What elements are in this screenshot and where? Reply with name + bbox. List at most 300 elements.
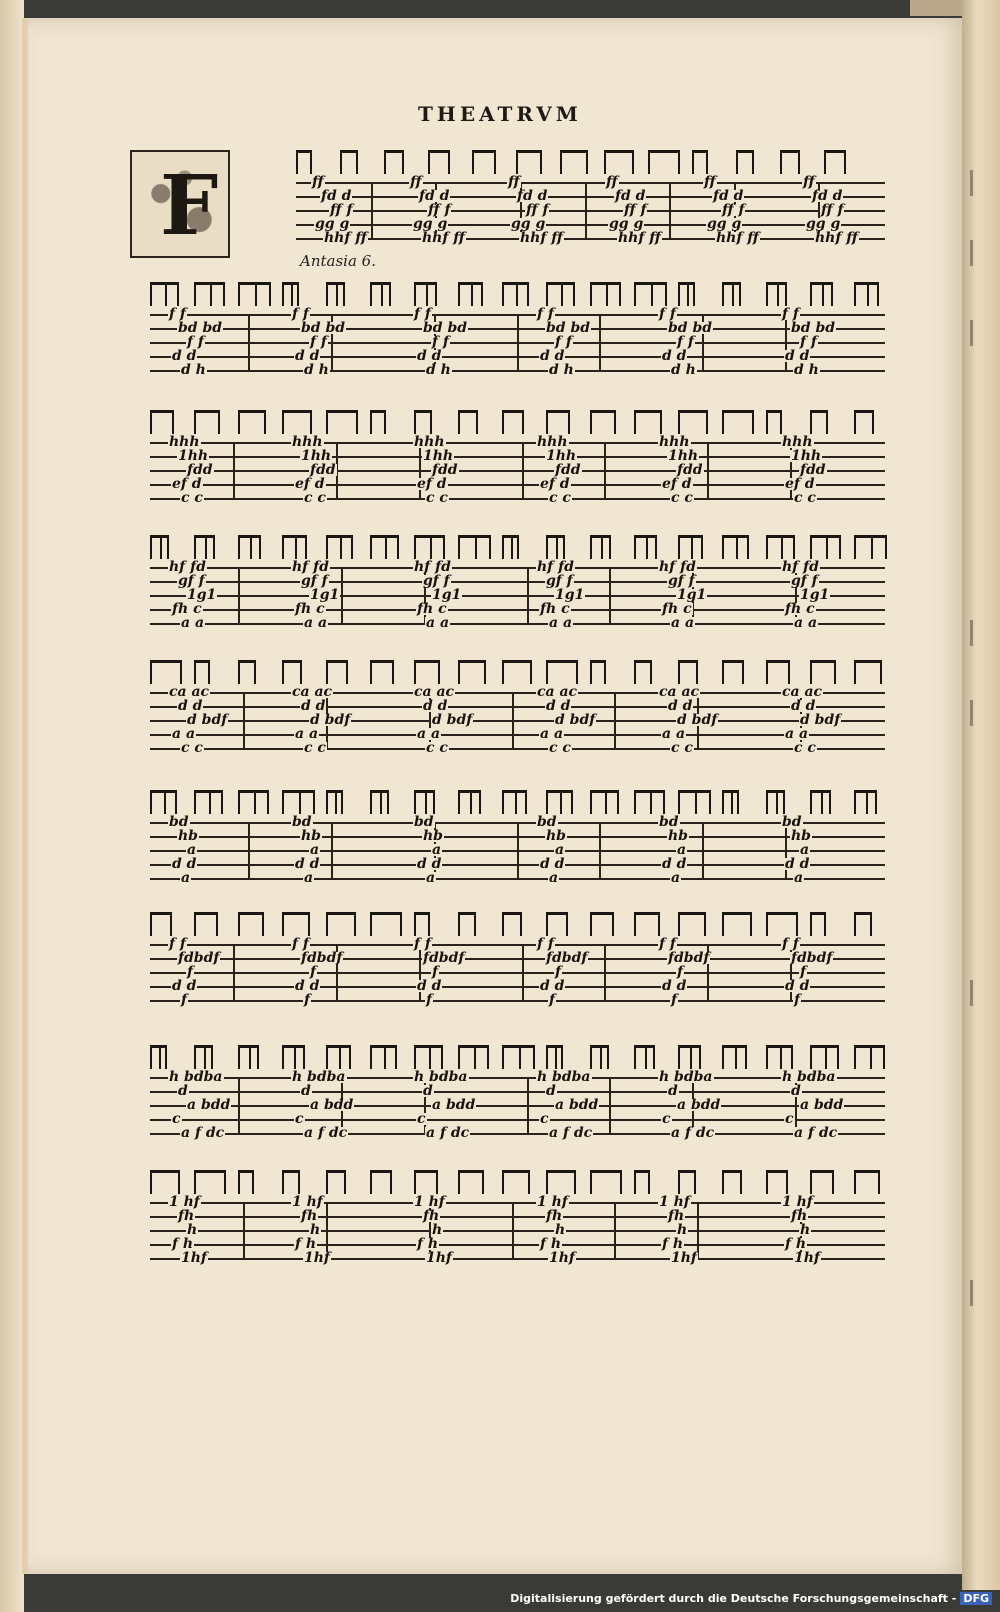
rhythm-flag [150,410,174,437]
tab-letter: gg g [806,216,841,232]
tab-letter: hhf ff [324,230,367,246]
tab-letter: a [677,842,687,858]
tab-letter: d [668,1083,678,1099]
tablature-system [150,660,885,770]
rhythm-flag [590,282,621,309]
tab-letter: f f [782,936,799,952]
rhythm-flag [238,535,261,562]
barline [233,944,235,1002]
tab-letter: f f [169,936,186,952]
tab-letter: d bdf [432,712,473,728]
tab-letter: ef d [540,476,570,492]
rhythm-flag [370,1045,397,1072]
rhythm-flag [238,1170,254,1197]
tab-letter: a f dc [549,1125,593,1141]
tab-letter: d h [671,362,696,378]
tab-letter: d d [540,856,565,872]
rhythm-flag [194,282,225,309]
rhythm-flag [634,660,652,687]
rhythm-flag [766,535,795,562]
staff-line [150,1216,885,1218]
rhythm-signs [150,410,885,438]
tab-letter: c c [671,740,693,756]
tab-letter: a a [426,615,450,631]
tablature-staff [150,684,885,756]
rhythm-signs [296,150,885,178]
rhythm-flag [502,535,519,562]
tab-letter: 1g1 [432,587,462,603]
rhythm-flag [692,150,708,177]
tab-letter: hhf ff [422,230,465,246]
tab-letter: 1hh [301,448,332,464]
tablature-system [150,410,885,520]
rhythm-flag [150,790,177,817]
rhythm-flag [326,790,343,817]
tab-letter: 1g1 [677,587,707,603]
rhythm-flag [722,1170,742,1197]
tab-letter: d h [549,362,574,378]
rhythm-flag [546,410,570,437]
tab-letter: fdd [310,462,336,478]
tab-letter: d d [785,856,810,872]
rhythm-flag [282,535,307,562]
tab-letter: f [671,992,678,1008]
tab-letter: ca ac [782,684,823,700]
tab-letter: d [178,1083,188,1099]
rhythm-flag [150,1045,167,1072]
barline [599,314,601,372]
rhythm-flag [590,790,619,817]
tab-letter: hb [668,828,688,844]
tab-letter: gg g [707,216,742,232]
tab-letter: d bdf [310,712,351,728]
tablature-staff [150,814,885,886]
decorated-initial [130,150,230,258]
bleed-mark [970,620,995,646]
tab-letter: gf f [178,573,205,589]
rhythm-flag [810,912,826,939]
rhythm-flag [150,1170,180,1197]
tab-letter: fd d [419,188,450,204]
rhythm-flag [516,150,542,177]
rhythm-flag [560,150,588,177]
rhythm-flag [458,410,478,437]
tab-letter: d d [178,698,203,714]
tab-letter: fh [423,1208,440,1224]
rhythm-flag [472,150,496,177]
staff-line [150,1230,885,1232]
tab-letter: ef d [662,476,692,492]
rhythm-flag [678,1045,701,1072]
rhythm-flag [502,410,524,437]
staff-line [150,498,885,500]
tab-letter: gg g [609,216,644,232]
tab-letter: gf f [423,573,450,589]
tab-letter: a bdd [677,1097,721,1113]
rhythm-flag [414,410,432,437]
staff-line [150,944,885,946]
rhythm-flag [854,660,882,687]
tab-letter: ff [508,174,520,190]
rhythm-flag [854,790,877,817]
tab-letter: hhh [782,434,813,450]
tab-letter: fdbdf [791,950,833,966]
tab-letter: gf f [668,573,695,589]
barline [238,1077,240,1135]
dfg-logo: DFG [960,1592,992,1605]
tab-letter: f f [414,936,431,952]
barline [517,822,519,880]
rhythm-flag [678,790,711,817]
rhythm-flag [810,790,831,817]
tablature-system [150,282,885,392]
staff-line [150,1133,885,1135]
rhythm-flag [282,1170,300,1197]
tab-letter: gf f [791,573,818,589]
tab-letter: 1hh [423,448,454,464]
tab-letter: d d [295,348,320,364]
staff-line [150,470,885,472]
tab-letter: fh [301,1208,318,1224]
tab-letter: a f dc [671,1125,715,1141]
tab-letter: bd bd [178,320,223,336]
tab-letter: 1 hf [414,1194,445,1210]
tab-letter: hhf ff [716,230,759,246]
tab-letter: d [301,1083,311,1099]
rhythm-flag [810,660,836,687]
tab-letter: f f [310,334,327,350]
tab-letter: bd [414,814,434,830]
rhythm-flag [414,790,435,817]
tab-letter: c c [549,490,571,506]
tab-letter: c [172,1111,181,1127]
rhythm-flag [678,282,695,309]
tablature-staff [296,174,885,246]
tab-letter: a a [181,615,205,631]
tab-letter: f f [555,334,572,350]
tab-letter: f [304,992,311,1008]
rhythm-flag [326,912,356,939]
tablature-staff [150,936,885,1008]
tab-letter: d d [417,856,442,872]
rhythm-flag [370,410,386,437]
tab-letter: a [555,842,565,858]
tab-letter: 1hf [181,1250,207,1266]
rhythm-flag [590,410,616,437]
staff-line [150,1000,885,1002]
tab-letter: ff [410,174,422,190]
tab-letter: a f dc [426,1125,470,1141]
tab-letter: ca ac [537,684,578,700]
tab-letter: d [546,1083,556,1099]
staff-line [150,748,885,750]
tab-letter: a [671,870,681,886]
rhythm-flag [546,282,575,309]
tab-letter: fdbdf [178,950,220,966]
staff-line [150,623,885,625]
tab-letter: c [295,1111,304,1127]
rhythm-signs [150,282,885,310]
rhythm-flag [824,150,846,177]
barline [331,822,333,880]
barline [341,567,343,625]
rhythm-flag [678,1170,696,1197]
tab-letter: 1g1 [800,587,830,603]
bleed-mark [970,240,995,266]
facing-page-edge [962,0,1000,1590]
tab-letter: fdbdf [423,950,465,966]
rhythm-flag [370,912,402,939]
barline [614,692,616,750]
tab-letter: hf fd [169,559,206,575]
tab-letter: d d [662,856,687,872]
tab-letter: a f dc [181,1125,225,1141]
tab-letter: a a [662,726,686,742]
rhythm-flag [810,1045,839,1072]
tab-letter: ff f [624,202,647,218]
rhythm-flag [766,1045,793,1072]
tab-letter: fdd [800,462,826,478]
tab-letter: f h [417,1236,439,1252]
staff-line [296,196,885,198]
barline [233,442,235,500]
rhythm-flag [194,660,210,687]
rhythm-flag [194,790,223,817]
barline [248,822,250,880]
barline [599,822,601,880]
rhythm-flag [854,410,874,437]
tab-letter: f [794,992,801,1008]
tab-letter: a bdd [800,1097,844,1113]
tab-letter: a [794,870,804,886]
tab-letter: f f [292,306,309,322]
tab-letter: bd bd [791,320,836,336]
tab-letter: fh [791,1208,808,1224]
tab-letter: fh c [662,601,692,617]
tab-letter: bd bd [546,320,591,336]
rhythm-flag [502,282,529,309]
rhythm-flag [766,282,787,309]
tab-letter: ca ac [659,684,700,700]
staff-line [150,734,885,736]
tab-letter: f f [169,306,186,322]
tab-letter: 1hf [304,1250,330,1266]
tab-letter: f f [677,334,694,350]
tab-letter: a bdd [432,1097,476,1113]
tab-letter: f f [537,936,554,952]
rhythm-flag [326,1045,351,1072]
tab-letter: f f [782,306,799,322]
tab-letter: c [662,1111,671,1127]
staff-line [150,1119,885,1121]
tablature-system [150,912,885,1022]
rhythm-flag [326,410,358,437]
rhythm-flag [238,912,264,939]
rhythm-flag [458,912,476,939]
tab-letter: a [181,870,191,886]
barline [527,567,529,625]
tab-letter: 1 hf [659,1194,690,1210]
tab-letter: d h [181,362,206,378]
rhythm-flag [326,660,348,687]
barline [609,1077,611,1135]
staff-line [150,958,885,960]
rhythm-flag [854,535,887,562]
rhythm-flag [282,660,302,687]
rhythm-flag [370,660,394,687]
staff-line [150,442,885,444]
rhythm-flag [780,150,800,177]
rhythm-flag [458,535,491,562]
tab-letter: f [181,992,188,1008]
rhythm-flag [340,150,358,177]
tab-letter: d d [295,856,320,872]
rhythm-flag [722,790,739,817]
tab-letter: c c [794,740,816,756]
tab-letter: hf fd [659,559,696,575]
tablature-staff [150,559,885,631]
tab-letter: hhh [537,434,568,450]
tab-letter: a bdd [555,1097,599,1113]
staff-line [150,1244,885,1246]
tab-letter: c c [181,740,203,756]
tab-letter: h [432,1222,443,1238]
rhythm-flag [810,282,833,309]
tab-letter: 1hf [794,1250,820,1266]
rhythm-flag [590,1045,609,1072]
tab-letter: ca ac [414,684,455,700]
tab-letter: d bdf [187,712,228,728]
rhythm-flag [194,912,218,939]
rhythm-flag [326,535,353,562]
bleed-mark [970,700,995,726]
rhythm-flag [282,282,299,309]
rhythm-flag [502,660,532,687]
tab-letter: fd d [713,188,744,204]
tab-letter: a a [295,726,319,742]
staff-line [150,692,885,694]
bleed-mark [970,980,995,1006]
barline [238,567,240,625]
tab-letter: 1hh [178,448,209,464]
tablature-staff [150,1194,885,1266]
tab-letter: gf f [546,573,573,589]
running-head: THEATRVM [418,102,582,126]
tab-letter: f f [292,936,309,952]
staff-line [150,595,885,597]
tab-letter: a a [417,726,441,742]
rhythm-flag [546,912,568,939]
barline [702,822,704,880]
tab-letter: fd d [517,188,548,204]
barline [585,182,587,240]
tab-letter: ef d [417,476,447,492]
tab-letter: fd d [615,188,646,204]
tab-letter: h [310,1222,321,1238]
rhythm-flag [590,535,611,562]
tab-letter: d d [662,978,687,994]
barline [669,182,671,240]
rhythm-flag [458,1045,489,1072]
barline [371,182,373,240]
tab-letter: a [304,870,314,886]
barline [604,442,606,500]
rhythm-flag [238,790,269,817]
rhythm-flag [810,535,841,562]
tab-letter: fh [178,1208,195,1224]
rhythm-flag [678,410,708,437]
staff-line [150,1258,885,1260]
rhythm-flag [854,912,872,939]
tab-letter: a bdd [310,1097,354,1113]
tab-letter: h [800,1222,811,1238]
rhythm-flag [634,912,660,939]
tab-letter: a [432,842,442,858]
rhythm-flag [414,282,437,309]
tab-letter: f f [414,306,431,322]
rhythm-flag [722,282,741,309]
tab-letter: d d [785,348,810,364]
tab-letter: ef d [295,476,325,492]
tab-letter: d d [546,698,571,714]
barline [243,1202,245,1260]
rhythm-flag [766,410,782,437]
rhythm-flag [414,1170,438,1197]
tab-letter: ff f [526,202,549,218]
barline [512,692,514,750]
rhythm-flag [736,150,754,177]
tab-letter: hhf ff [815,230,858,246]
rhythm-flag [546,535,565,562]
rhythm-flag [634,1170,650,1197]
tab-letter: a a [172,726,196,742]
tab-letter: gg g [511,216,546,232]
tab-letter: fd d [321,188,352,204]
digitization-credit [510,1592,992,1605]
tab-letter: f f [800,334,817,350]
tab-letter: 1g1 [555,587,585,603]
rhythm-flag [810,410,828,437]
tablature-system [150,535,885,645]
tab-letter: ff f [821,202,844,218]
tab-letter: c c [549,740,571,756]
tab-letter: f h [295,1236,317,1252]
tab-letter: hhf ff [618,230,661,246]
tab-letter: 1hf [426,1250,452,1266]
tab-letter: d bdf [555,712,596,728]
barline [527,1077,529,1135]
rhythm-flag [150,660,182,687]
tab-letter: f [432,964,439,980]
tab-letter: hf fd [414,559,451,575]
tab-letter: f [426,992,433,1008]
tab-letter: h bdba [537,1069,591,1085]
tab-letter: 1 hf [169,1194,200,1210]
staff-line [150,1091,885,1093]
tab-letter: d d [668,698,693,714]
rhythm-flag [194,535,215,562]
staff-line [150,1105,885,1107]
rhythm-flag [194,1170,226,1197]
tab-letter: fh c [785,601,815,617]
bleed-mark [970,170,995,196]
tab-letter: c c [304,740,326,756]
tab-letter: c c [426,740,448,756]
tab-letter: bd [782,814,802,830]
tab-letter: d h [426,362,451,378]
tab-letter: a f dc [794,1125,838,1141]
tab-letter: d d [540,978,565,994]
